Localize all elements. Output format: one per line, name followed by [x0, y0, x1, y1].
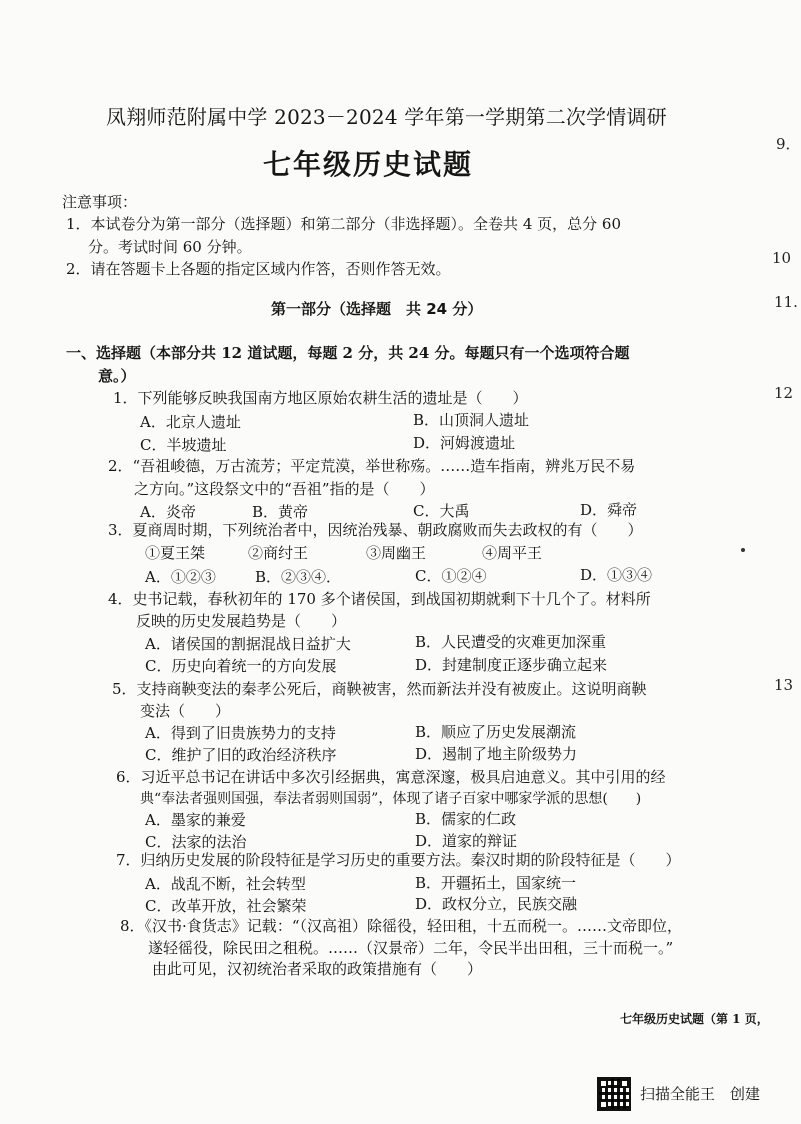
q1-option-d: D．河姆渡遗址 — [413, 434, 516, 452]
q2-stem-2: 之方向。”这段祭文中的“吾祖”指的是（ ） — [134, 480, 435, 498]
q2-option-c: C．大禹 — [413, 502, 470, 520]
page-footer: 七年级历史试题（第 1 页， — [620, 1012, 769, 1026]
note-1b: 分。考试时间 60 分钟。 — [88, 238, 252, 256]
q3-option-a: A．①②③ — [145, 568, 216, 586]
q8-stem-2: 遂轻徭役，除民田之租税。……（汉景帝）二年，令民半出田租，三十而税一。” — [148, 939, 674, 957]
section-heading-a: 一、选择题（本部分共 12 道试题，每题 2 分，共 24 分。每题只有一个选项符合题 — [66, 344, 630, 362]
note-2: 2．请在答题卡上各题的指定区域内作答，否则作答无效。 — [66, 260, 451, 278]
section-heading-b: 意。） — [98, 367, 136, 385]
q7-option-b: B．开疆拓土，国家统一 — [415, 874, 577, 892]
ink-dot — [741, 548, 745, 552]
part1-heading: 第一部分（选择题 共 24 分） — [271, 300, 483, 318]
q3-option-c: C．①②④ — [415, 567, 487, 585]
qr-code-icon — [597, 1077, 631, 1111]
q6-option-a: A．墨家的兼爱 — [145, 811, 246, 829]
q5-option-b: B．顺应了历史发展潮流 — [415, 723, 577, 741]
note-1a: 1．本试卷分为第一部分（选择题）和第二部分（非选择题）。全卷共 4 页，总分 60 — [66, 215, 621, 233]
q2-option-d: D．舜帝 — [580, 501, 638, 519]
q5-option-d: D．遏制了地主阶级势力 — [415, 745, 578, 763]
scanner-watermark: 扫描全能王 创建 — [640, 1085, 761, 1103]
q3-item-4: ④周平王 — [482, 544, 543, 562]
q3-item-1: ①夏王桀 — [145, 544, 206, 562]
q3-option-b: B．②③④． — [255, 568, 342, 586]
q6-option-c: C．法家的法治 — [145, 833, 247, 851]
q4-option-c: C．历史向着统一的方向发展 — [145, 657, 337, 675]
margin-number-10: 10 — [772, 249, 792, 267]
q8-stem-3: 由此可见，汉初统治者采取的政策措施有（ ） — [152, 960, 483, 978]
q2-stem-1: 2．“吾祖峻德，万古流芳；平定荒漠，举世称殇。……造车指南，辨兆万民不易 — [108, 457, 636, 475]
q3-option-d: D．①③④ — [580, 566, 653, 584]
q4-stem-2: 反映的历史发展趋势是（ ） — [136, 612, 347, 630]
q1-option-a: A．北京人遗址 — [140, 413, 241, 431]
q7-option-a: A．战乱不断，社会转型 — [145, 875, 306, 893]
q4-option-a: A．诸侯国的割据混战日益扩大 — [145, 635, 351, 653]
q7-option-d: D．政权分立，民族交融 — [415, 895, 578, 913]
q6-option-d: D．道家的辩证 — [415, 832, 518, 850]
q3-item-3: ③周幽王 — [366, 544, 427, 562]
margin-number-13: 13 — [774, 676, 794, 694]
q2-option-b: B．黄帝 — [252, 503, 309, 521]
q6-stem-1: 6．习近平总书记在讲话中多次引经据典，寓意深邃，极具启迪意义。其中引用的经 — [116, 768, 666, 786]
q3-stem: 3．夏商周时期，下列统治者中，因统治残暴、朝政腐败而失去政权的有（ ） — [108, 521, 643, 539]
q4-stem-1: 4．史书记载，春秋初年的 170 多个诸侯国，到战国初期就剩下十几个了。材料所 — [108, 590, 651, 608]
q1-stem: 1．下列能够反映我国南方地区原始农耕生活的遗址是（ ） — [113, 389, 528, 407]
q7-stem: 7．归纳历史发展的阶段特征是学习历史的重要方法。秦汉时期的阶段特征是（ ） — [116, 851, 681, 869]
q6-stem-2: 典“奉法者强则国强，奉法者弱则国弱”，体现了诸子百家中哪家学派的思想( ) — [140, 791, 642, 807]
q6-option-b: B．儒家的仁政 — [415, 810, 517, 828]
q8-stem-1: 8．《汉书·食货志》记载：“（汉高祖）除徭役，轻田租，十五而税一。……文帝即位， — [120, 917, 682, 935]
q2-option-a: A．炎帝 — [140, 503, 196, 521]
q4-option-d: D．封建制度正逐步确立起来 — [415, 656, 608, 674]
margin-number-9: 9． — [776, 135, 801, 153]
q5-option-a: A．得到了旧贵族势力的支持 — [145, 724, 336, 742]
margin-number-12: 12 — [774, 384, 794, 402]
q4-option-b: B．人民遭受的灾难更加深重 — [415, 633, 607, 651]
q5-stem-2: 变法（ ） — [140, 702, 231, 720]
q1-option-c: C．半坡遗址 — [140, 436, 227, 454]
q3-item-2: ②商纣王 — [248, 544, 309, 562]
margin-number-11: 11. — [774, 293, 798, 311]
q7-option-c: C．改革开放，社会繁荣 — [145, 897, 307, 915]
q1-option-b: B．山顶洞人遗址 — [413, 411, 530, 429]
q5-stem-1: 5．支持商鞅变法的秦孝公死后，商鞅被害，然而新法并没有被废止。这说明商鞅 — [112, 680, 647, 698]
school-line: 凤翔师范附属中学 2023－2024 学年第一学期第二次学情调研 — [106, 105, 667, 129]
page-title: 七年级历史试题 — [263, 148, 474, 181]
q5-option-c: C．维护了旧的政治经济秩序 — [145, 746, 337, 764]
notes-heading: 注意事项： — [62, 193, 138, 211]
